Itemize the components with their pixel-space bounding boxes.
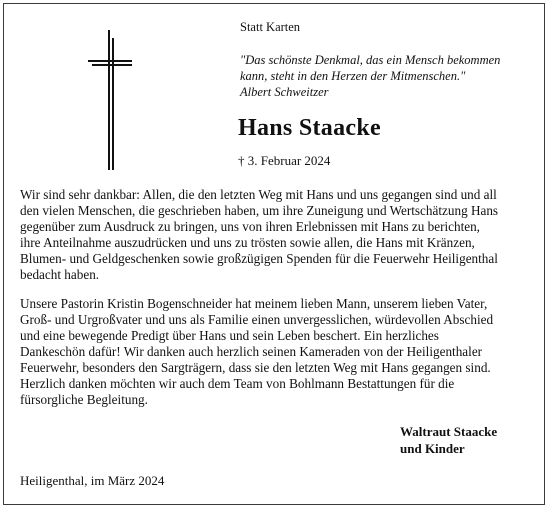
quote-line: kann, steht in den Herzen der Mitmenschen." [240,69,466,83]
text-line: Unsere Pastorin Kristin Bogenschneider hat meinem lieben Mann, unserem lieben Vater, [20,296,488,311]
text-line: Wir sind sehr dankbar: Allen, die den letzten Weg mit Hans und uns gegangen sind und all [20,187,497,202]
text-line: bedacht haben. [20,267,100,282]
signature-name: Waltraut Staacke [400,424,498,439]
death-date: † 3. Februar 2024 [238,153,331,168]
place-date: Heiligenthal, im März 2024 [20,473,165,488]
quote-block [240,52,530,100]
text-line: gegenüber zum Ausdruck zu bringen, uns von ihren Erlebnissen mit Hans zu berichten, [20,219,480,234]
text-line: Groß- und Urgroßvater und uns als Familie einen unvergesslichen, würdevollen Abschied [20,312,494,327]
text-line: und eine bewegende Predigt über Hans und sein Leben beschert. Ein herzliches [20,328,439,343]
statt-karten-label: Statt Karten [240,20,301,34]
signature-family: und Kinder [400,441,465,456]
text-line: Herzlich danken möchten wir auch dem Team von Bohlmann Bestattungen für die [20,376,455,391]
text-line: fürsorgliche Begleitung. [20,392,148,407]
quote-author: Albert Schweitzer [240,85,329,99]
quote-line: "Das schönste Denkmal, das ein Mensch bekommen [240,53,501,67]
deceased-name: Hans Staacke [238,115,381,141]
cross-icon [88,30,132,170]
text-line: Feuerwehr, besonders den Sargträgern, dass sie den letzten Weg mit Hans gegangen sind. [20,360,491,375]
text-line: ihre Anteilnahme auszudrücken und uns zu trösten sowie allen, die Hans mit Kränzen, [20,235,475,250]
text-line: Dankeschön dafür! Wir danken auch herzlich seinen Kameraden von der Heiligenthaler [20,344,483,359]
thanks-paragraph-2 [20,296,532,408]
text-line: Blumen- und Geldgeschenken sowie großzügigen Spenden für die Feuerwehr Heiligenthal [20,251,498,266]
thanks-paragraph-1 [20,187,532,283]
signature-block [400,423,497,457]
text-line: den vielen Menschen, die geschrieben haben, um ihre Zuneigung und Wertschätzung Hans [20,203,499,218]
